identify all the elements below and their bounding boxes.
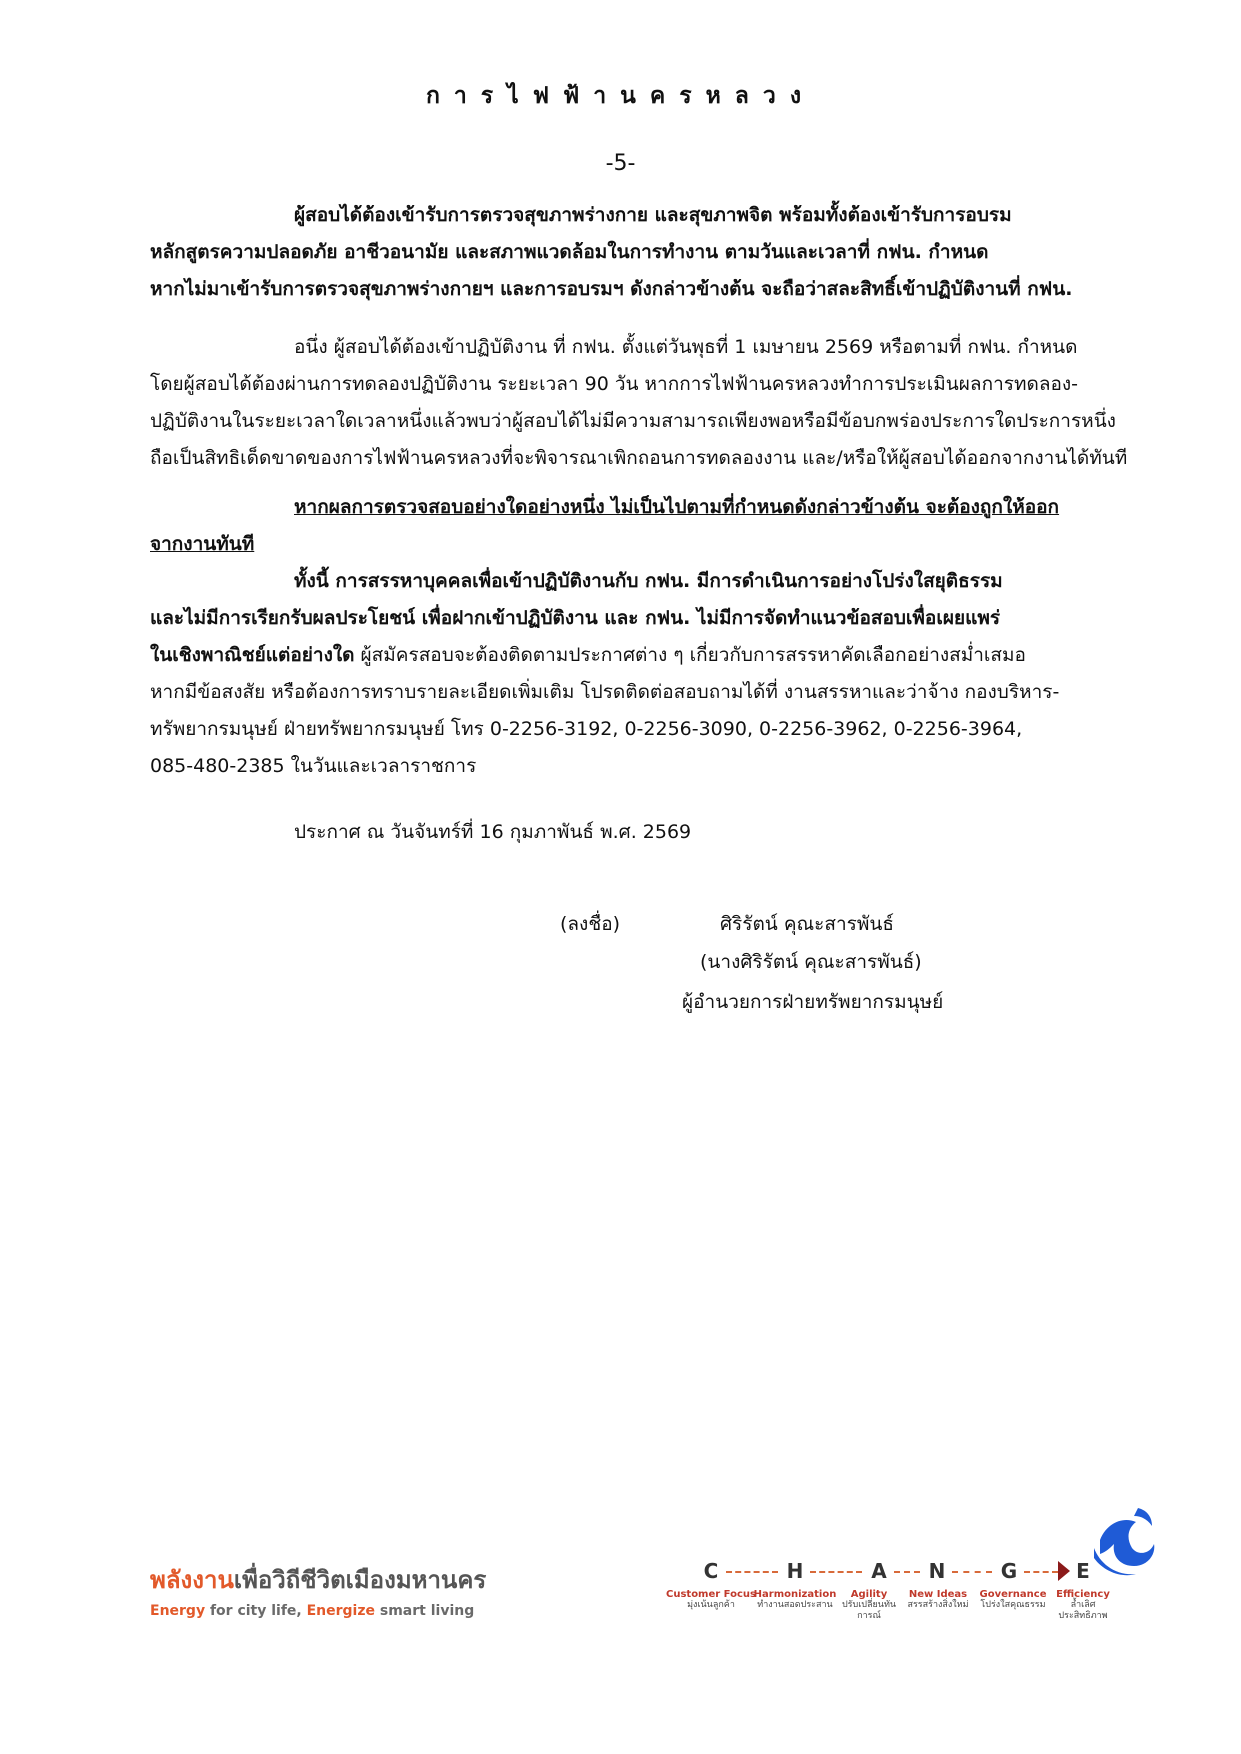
page-number: -5- bbox=[605, 151, 636, 176]
value-en: Efficiency bbox=[1056, 1589, 1110, 1600]
value-en: Harmonization bbox=[753, 1589, 837, 1600]
paragraph-line: ผู้สอบได้ต้องเข้ารับการตรวจสุขภาพร่างกาย และสุขภาพจิต พร้อมทั้งต้องเข้ารับการอบรม bbox=[294, 204, 1012, 226]
slogan-en-part: for city life, bbox=[205, 1603, 307, 1619]
value-th: มุ่งเน้นลูกค้า bbox=[687, 1600, 735, 1610]
slogan-en-part: Energy bbox=[150, 1603, 206, 1619]
paragraph-line: ทั้งนี้ การสรรหาบุคคลเพื่อเข้าปฏิบัติงานกับ กฟน. มีการดำเนินการอย่างโปร่งใสยุติธรรม bbox=[294, 570, 1003, 592]
paragraph-line: และไม่มีการเรียกรับผลประโยชน์ เพื่อฝากเข้าปฏิบัติงาน และ กฟน. ไม่มีการจัดทำแนวข้อสอบเพื่อเผยแพร่ bbox=[150, 607, 1001, 629]
signatory-full-name: (นางศิริรัตน์ คุณะสารพันธ์) bbox=[700, 951, 922, 973]
paragraph-line: จากงานทันที bbox=[150, 533, 255, 555]
paragraph-line: ถือเป็นสิทธิเด็ดขาดของการไฟฟ้านครหลวงที่จะพิจารณาเพิกถอนการทดลองงาน และ/หรือให้ผู้สอบได้ออกจากงานได้ทันที bbox=[150, 447, 1128, 469]
change-values-strip bbox=[666, 1559, 1120, 1649]
paragraph-line: ทรัพยากรมนุษย์ ฝ่ายทรัพยากรมนุษย์ โทร 0-2256-3192, 0-2256-3090, 0-2256-3962, 0-2256-3964, bbox=[150, 718, 1023, 740]
value-en: Governance bbox=[979, 1589, 1047, 1600]
value-en: Agility bbox=[850, 1589, 888, 1600]
slogan-thai-rest: เพื่อวิถีชีวิตเมืองมหานคร bbox=[233, 1566, 487, 1594]
dash-connector bbox=[726, 1571, 778, 1573]
paragraph-line: หากไม่มาเข้ารับการตรวจสุขภาพร่างกายฯ และการอบรมฯ ดังกล่าวข้างต้น จะถือว่าสละสิทธิ์เข้าปฏิบัติงานที่ กฟน. bbox=[150, 278, 1073, 300]
paragraph-dismissal-warning bbox=[150, 489, 1172, 563]
paragraph-line: ปฏิบัติงานในระยะเวลาใดเวลาหนึ่งแล้วพบว่าผู้สอบได้ไม่มีความสามารถเพียงพอหรือมีข้อบกพร่องประการใดประการหนึ่ง bbox=[150, 410, 1116, 432]
slogan-en-part: Energize bbox=[306, 1603, 376, 1619]
value-agility bbox=[834, 1589, 904, 1622]
paragraph-line: หลักสูตรความปลอดภัย อาชีวอนามัย และสภาพแวดล้อมในการทำงาน ตามวันและเวลาที่ กฟน. กำหนด bbox=[150, 241, 989, 263]
paragraph-line: หากมีข้อสงสัย หรือต้องการทราบรายละเอียดเพิ่มเติม โปรดติดต่อสอบถามได้ที่ งานสรรหาและว่าจ้าง กองบริหาร- bbox=[150, 681, 1060, 703]
paragraph-line-bold: ในเชิงพาณิชย์แต่อย่างใด bbox=[150, 644, 355, 666]
slogan-thai bbox=[150, 1560, 486, 1599]
dash-connector bbox=[810, 1571, 862, 1573]
value-th: ปรับเปลี่ยนทันการณ์ bbox=[841, 1600, 897, 1621]
paragraph-probation bbox=[150, 329, 1172, 477]
paragraph-line: ผู้สมัครสอบจะต้องติดตามประกาศต่าง ๆ เกี่ยวกับการสรรหาคัดเลือกอย่างสม่ำเสมอ bbox=[354, 644, 1026, 666]
slogan-thai-highlight: พลังงาน bbox=[150, 1566, 234, 1594]
dash-connector bbox=[952, 1571, 992, 1573]
value-new-ideas bbox=[904, 1589, 972, 1611]
signed-name: ศิริรัตน์ คุณะสารพันธ์ bbox=[720, 913, 894, 935]
value-governance bbox=[968, 1589, 1058, 1611]
footer-slogan bbox=[150, 1560, 486, 1619]
signatory-position: ผู้อำนวยการฝ่ายทรัพยากรมนุษย์ bbox=[682, 991, 944, 1013]
paragraph-line: หากผลการตรวจสอบอย่างใดอย่างหนึ่ง ไม่เป็นไปตามที่กำหนดดังกล่าวข้างต้น จะต้องถูกให้ออก bbox=[294, 496, 1060, 518]
slogan-en-part: smart living bbox=[375, 1603, 475, 1619]
value-en: Customer Focus bbox=[666, 1589, 756, 1600]
signed-label: (ลงชื่อ) bbox=[560, 913, 621, 935]
organization-header: การไฟฟ้านครหลวง bbox=[425, 83, 816, 109]
value-customer-focus bbox=[666, 1589, 756, 1611]
mea-logo-icon bbox=[1092, 1504, 1164, 1580]
change-letter-c: C bbox=[703, 1559, 719, 1583]
change-letter-n: N bbox=[928, 1559, 946, 1583]
dash-connector bbox=[1024, 1571, 1058, 1573]
change-letter-g: G bbox=[1000, 1559, 1018, 1583]
change-letter-a: A bbox=[871, 1559, 887, 1583]
paragraph-line: 085-480-2385 ในวันและเวลาราชการ bbox=[150, 755, 477, 777]
change-letter-e: E bbox=[1076, 1559, 1090, 1583]
paragraph-line: โดยผู้สอบได้ต้องผ่านการทดลองปฏิบัติงาน ระยะเวลา 90 วัน หากการไฟฟ้านครหลวงทำการประเมินผลการทดลอง- bbox=[150, 373, 1079, 395]
announcement-date: ประกาศ ณ วันจันทร์ที่ 16 กุมภาพันธ์ พ.ศ. 2569 bbox=[294, 821, 692, 843]
value-th: โปร่งใสคุณธรรม bbox=[980, 1600, 1046, 1610]
value-en: New Ideas bbox=[908, 1589, 968, 1600]
change-letter-h: H bbox=[786, 1559, 804, 1583]
slogan-english bbox=[150, 1603, 486, 1619]
value-harmonization bbox=[750, 1589, 840, 1611]
paragraph-health-check bbox=[150, 197, 1172, 308]
value-th: สรรสร้างสิ่งใหม่ bbox=[907, 1600, 969, 1610]
paragraph-line: อนึ่ง ผู้สอบได้ต้องเข้าปฏิบัติงาน ที่ กฟน. ตั้งแต่วันพุธที่ 1 เมษายน 2569 หรือตามที่ กฟน. กำหนด bbox=[294, 336, 1078, 358]
value-th: ทำงานสอดประสาน bbox=[757, 1600, 833, 1610]
dash-connector bbox=[894, 1571, 920, 1573]
value-efficiency bbox=[1046, 1589, 1120, 1622]
paragraph-transparency bbox=[150, 563, 1172, 785]
value-th: ล้ำเลิศประสิทธิภาพ bbox=[1058, 1600, 1108, 1621]
